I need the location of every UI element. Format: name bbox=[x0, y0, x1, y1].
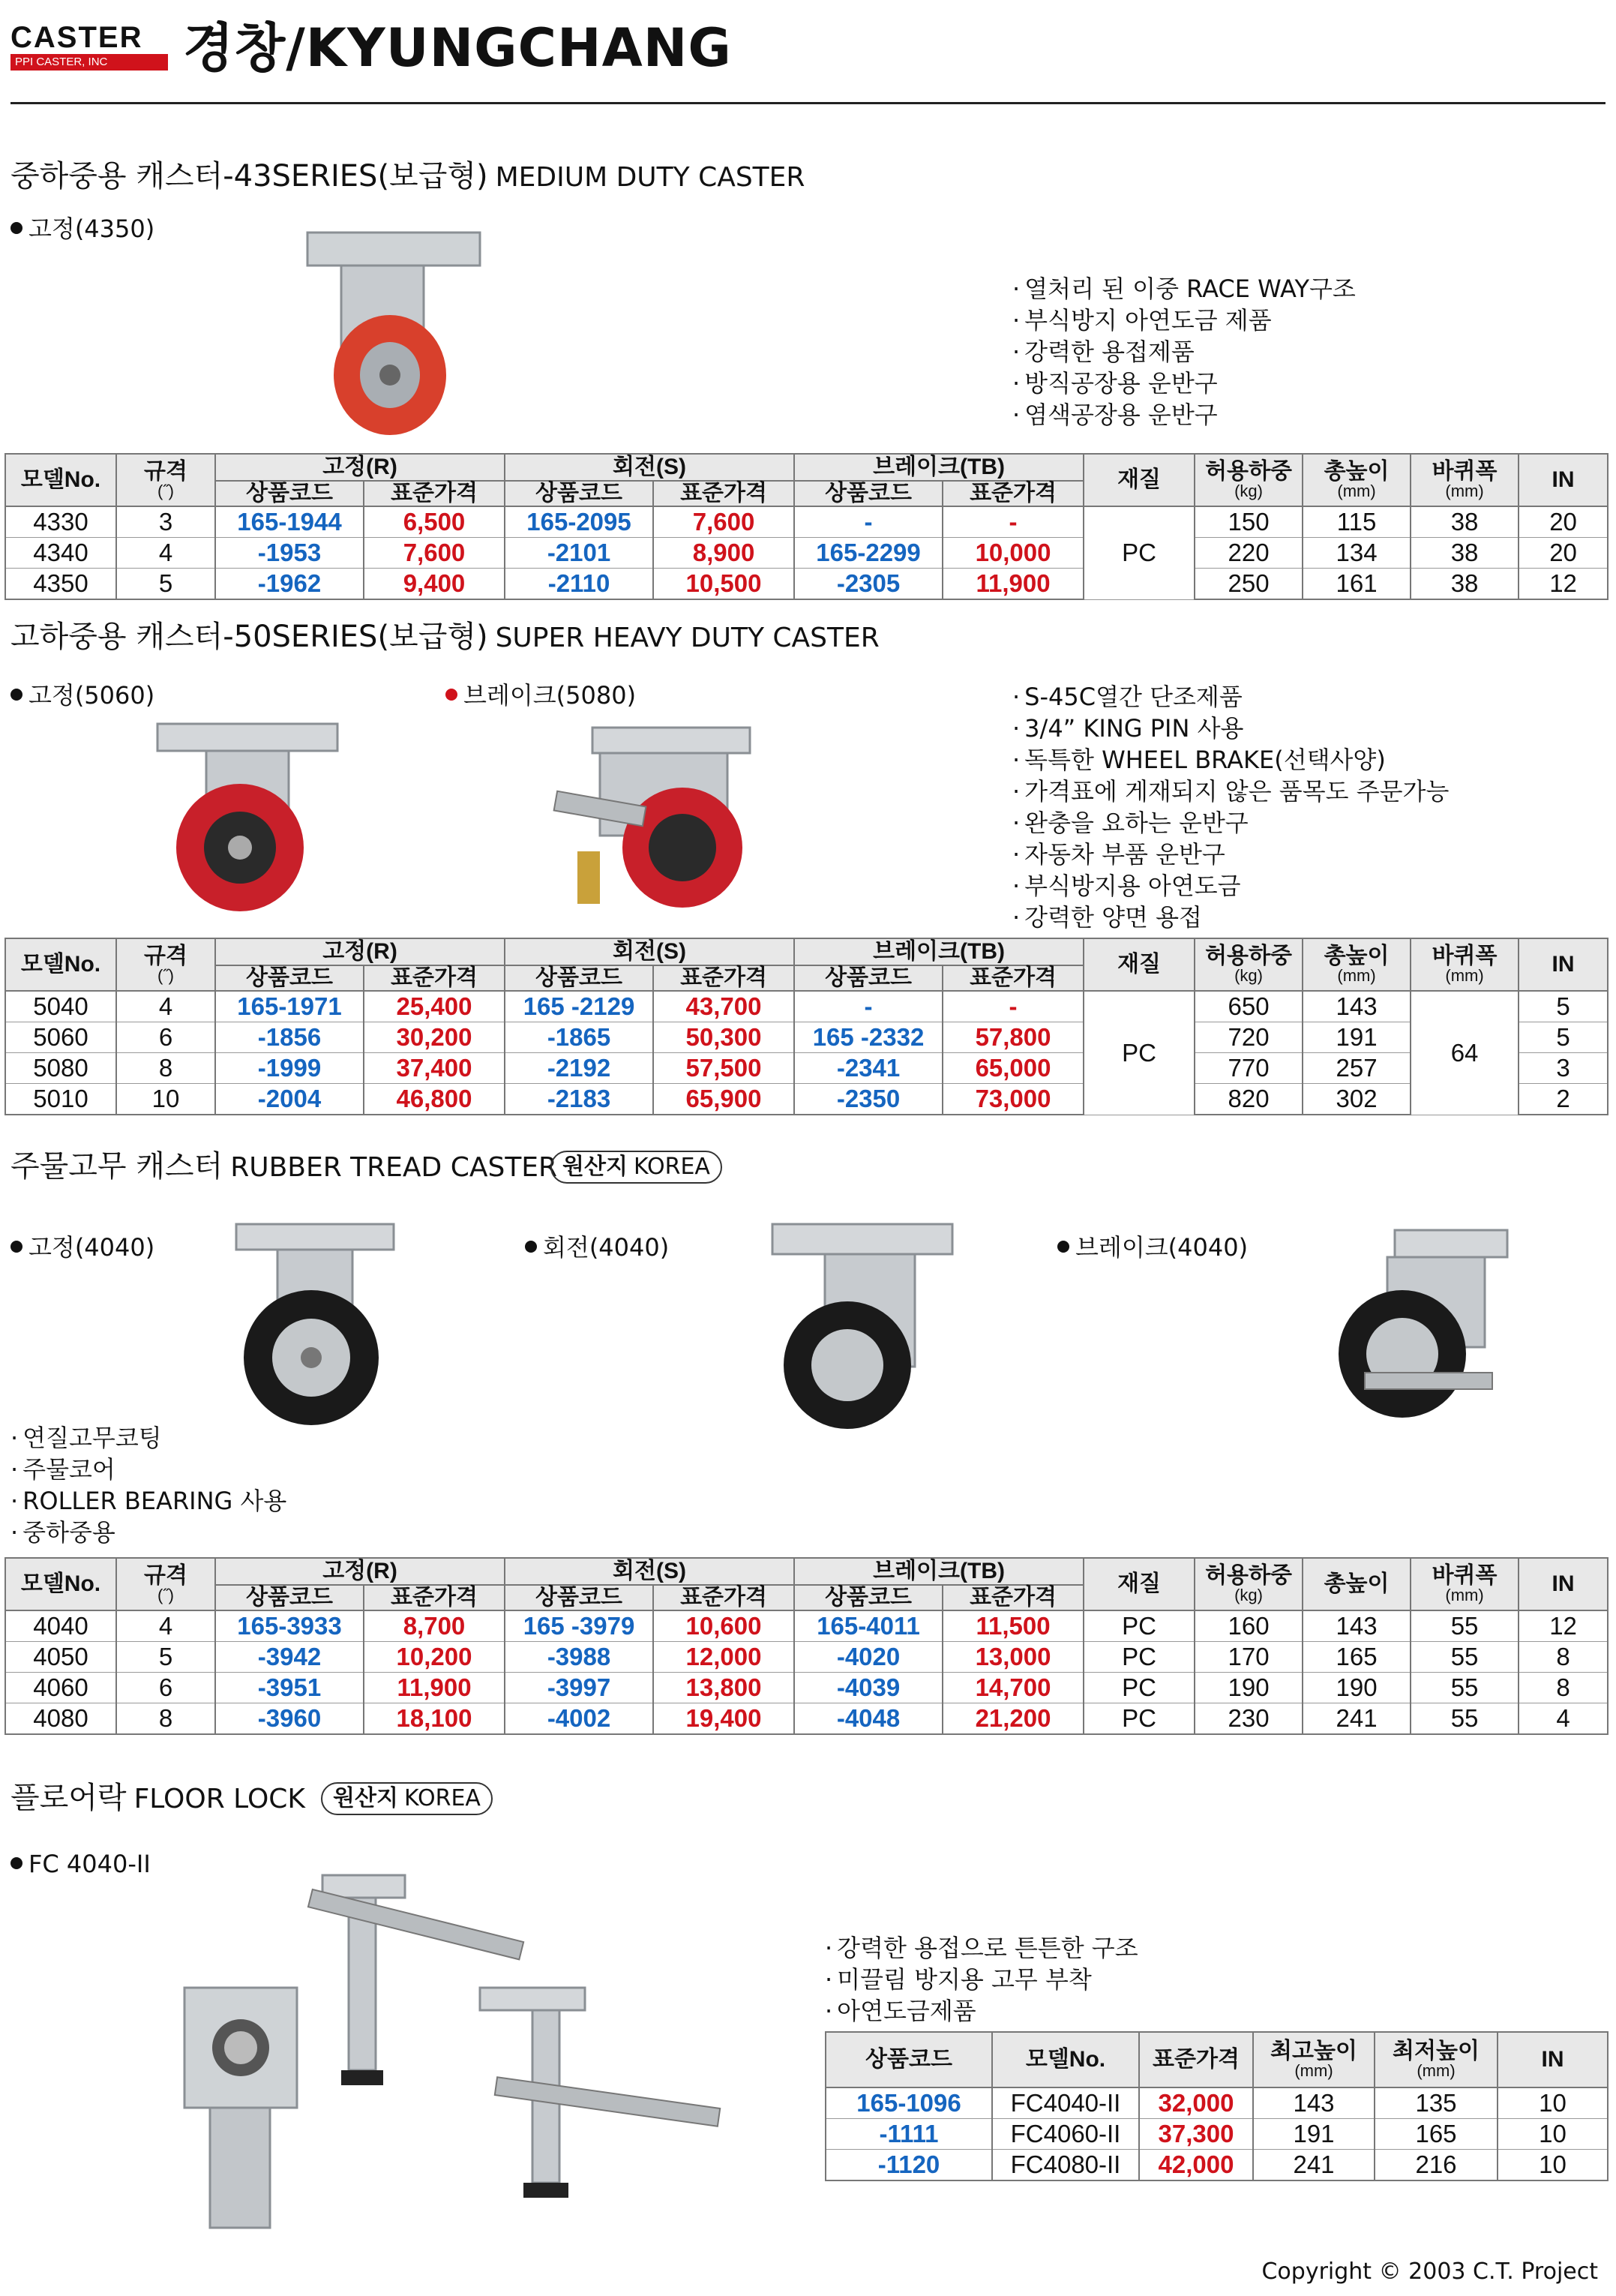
col-in: IN bbox=[1519, 454, 1608, 506]
table-cell: 50,300 bbox=[653, 1022, 794, 1053]
table-cell: 165-1971 bbox=[215, 991, 364, 1022]
copyright: Copyright © 2003 C.T. Project bbox=[1261, 2258, 1598, 2285]
table-cell: PC bbox=[1084, 1673, 1195, 1703]
table-cell: 165 bbox=[1303, 1642, 1411, 1673]
table-cell: 7,600 bbox=[653, 506, 794, 538]
table-cell: 5 bbox=[116, 569, 215, 600]
table-cell: 11,900 bbox=[943, 569, 1084, 600]
section-43-subtitle: MEDIUM DUTY CASTER bbox=[495, 162, 805, 193]
column-header: 허용하중 (kg) bbox=[1195, 938, 1303, 991]
feature-item: · 가격표에 게재되지 않은 품목도 주문가능 bbox=[1012, 776, 1449, 807]
column-header: 표준가격 bbox=[364, 1585, 505, 1610]
table-cell: 12 bbox=[1519, 1610, 1608, 1642]
table-cell: FC4040-II bbox=[992, 2087, 1139, 2119]
table-cell: -2101 bbox=[505, 538, 653, 569]
table-cell: -2350 bbox=[794, 1084, 943, 1115]
model-5080-label: 브레이크(5080) bbox=[445, 680, 636, 711]
table-cell: 161 bbox=[1303, 569, 1411, 600]
column-header: 표준가격 bbox=[943, 481, 1084, 506]
column-header: 최고높이 (mm) bbox=[1253, 2032, 1375, 2087]
table-cell: 191 bbox=[1303, 1022, 1411, 1053]
column-header: 상품코드 bbox=[794, 481, 943, 506]
table-cell: 10,600 bbox=[653, 1610, 794, 1642]
column-header: 재질 bbox=[1084, 938, 1195, 991]
table-cell: 8 bbox=[116, 1053, 215, 1084]
table-cell: 220 bbox=[1195, 538, 1303, 569]
table-cell: 257 bbox=[1303, 1053, 1411, 1084]
table-cell: 5 bbox=[116, 1642, 215, 1673]
column-header: 재질 bbox=[1084, 1558, 1195, 1610]
feature-item: · ROLLER BEARING 사용 bbox=[10, 1485, 286, 1517]
section-rubber-heading bbox=[10, 1148, 557, 1187]
caster-5060-image bbox=[154, 720, 349, 915]
table-cell: 6,500 bbox=[364, 506, 505, 538]
table-cell: 20 bbox=[1519, 538, 1608, 569]
column-header: 상품코드 bbox=[505, 481, 653, 506]
col-swivel: 회전(S) bbox=[505, 454, 794, 481]
table-cell: 57,500 bbox=[653, 1053, 794, 1084]
section-43-title: 중하중용 캐스터-43SERIES(보급형) bbox=[10, 159, 488, 194]
table-cell: 5010 bbox=[5, 1084, 116, 1115]
table-cell: 2 bbox=[1519, 1084, 1608, 1115]
table-cell: 3 bbox=[116, 506, 215, 538]
column-header: IN bbox=[1498, 2032, 1608, 2087]
table-cell: 6 bbox=[116, 1022, 215, 1053]
table-cell: FC4060-II bbox=[992, 2119, 1139, 2150]
column-header: 규격 (˝) bbox=[116, 938, 215, 991]
table-cell: 9,400 bbox=[364, 569, 505, 600]
table-cell: 37,400 bbox=[364, 1053, 505, 1084]
table-cell: 12 bbox=[1519, 569, 1608, 600]
column-header: 브레이크(TB) bbox=[794, 938, 1084, 965]
table-cell: 4080 bbox=[5, 1703, 116, 1735]
section-floor-subtitle: FLOOR LOCK bbox=[133, 1784, 306, 1814]
table-cell: 165 bbox=[1375, 2119, 1498, 2150]
column-header: 모델No. bbox=[992, 2032, 1139, 2087]
spec-table-rubber bbox=[4, 1557, 1609, 1735]
table-cell: 165-3933 bbox=[215, 1610, 364, 1642]
table-cell: 55 bbox=[1411, 1642, 1519, 1673]
table-cell: -2341 bbox=[794, 1053, 943, 1084]
table-cell: 143 bbox=[1303, 1610, 1411, 1642]
table-cell: -1865 bbox=[505, 1022, 653, 1053]
column-header: 상품코드 bbox=[215, 1585, 364, 1610]
column-header: 회전(S) bbox=[505, 938, 794, 965]
section-floor-features bbox=[825, 1932, 1138, 2027]
table-cell: 3 bbox=[1519, 1053, 1608, 1084]
table-cell: 720 bbox=[1195, 1022, 1303, 1053]
table-cell: 302 bbox=[1303, 1084, 1411, 1115]
table-cell: 143 bbox=[1253, 2087, 1375, 2119]
table-cell: -2192 bbox=[505, 1053, 653, 1084]
column-header: 최저높이 (mm) bbox=[1375, 2032, 1498, 2087]
column-header: 상품코드 bbox=[505, 965, 653, 991]
table-cell: 8,900 bbox=[653, 538, 794, 569]
table-cell: 165 -2332 bbox=[794, 1022, 943, 1053]
feature-item: · 방직공장용 운반구 bbox=[1012, 368, 1356, 399]
col-fixed: 고정(R) bbox=[215, 454, 505, 481]
table-cell: 65,900 bbox=[653, 1084, 794, 1115]
table-cell: -2183 bbox=[505, 1084, 653, 1115]
section-50-heading bbox=[10, 618, 880, 657]
column-header: 규격 (˝) bbox=[116, 1558, 215, 1610]
section-floor-title: 플로어락 bbox=[10, 1781, 127, 1815]
column-header: 회전(S) bbox=[505, 1558, 794, 1585]
table-row bbox=[826, 2150, 1608, 2181]
feature-item: · 미끌림 방지용 고무 부착 bbox=[825, 1964, 1138, 1995]
column-header: 모델No. bbox=[5, 1558, 116, 1610]
column-header: IN bbox=[1519, 1558, 1608, 1610]
table-row bbox=[5, 1703, 1608, 1735]
table-cell: - bbox=[794, 991, 943, 1022]
table-cell: 4060 bbox=[5, 1673, 116, 1703]
table-cell: - bbox=[794, 506, 943, 538]
column-header: IN bbox=[1519, 938, 1608, 991]
caster-4040-fixed-image bbox=[225, 1223, 405, 1433]
table-cell: 4 bbox=[1519, 1703, 1608, 1735]
table-cell: 38 bbox=[1411, 506, 1519, 538]
logo-text: CASTER bbox=[10, 21, 143, 54]
table-cell: 10 bbox=[1498, 2119, 1608, 2150]
feature-item: · 부식방지용 아연도금 bbox=[1012, 870, 1449, 902]
table-cell: -3951 bbox=[215, 1673, 364, 1703]
table-row bbox=[5, 991, 1608, 1022]
table-cell: 5 bbox=[1519, 991, 1608, 1022]
model-5060-label: 고정(5060) bbox=[10, 680, 154, 711]
table-cell: PC bbox=[1084, 1610, 1195, 1642]
table-cell: 20 bbox=[1519, 506, 1608, 538]
feature-item: · S-45C열간 단조제품 bbox=[1012, 681, 1449, 713]
table-cell: 12,000 bbox=[653, 1642, 794, 1673]
col-size: 규격 (˝) bbox=[116, 454, 215, 506]
table-row bbox=[5, 506, 1608, 538]
table-row bbox=[826, 2119, 1608, 2150]
table-cell: 55 bbox=[1411, 1703, 1519, 1735]
table-cell: 30,200 bbox=[364, 1022, 505, 1053]
table-cell: 770 bbox=[1195, 1053, 1303, 1084]
model-4040-swivel-label: 회전(4040) bbox=[525, 1232, 669, 1263]
table-cell: 241 bbox=[1253, 2150, 1375, 2181]
table-cell: -4048 bbox=[794, 1703, 943, 1735]
column-header: 총높이 bbox=[1303, 1558, 1411, 1610]
table-cell: 55 bbox=[1411, 1673, 1519, 1703]
column-header: 표준가격 bbox=[1139, 2032, 1253, 2087]
table-cell: 10 bbox=[1498, 2150, 1608, 2181]
column-header: 고정(R) bbox=[215, 1558, 505, 1585]
table-cell: -3942 bbox=[215, 1642, 364, 1673]
section-floor-heading bbox=[10, 1779, 305, 1818]
table-cell: 250 bbox=[1195, 569, 1303, 600]
feature-item: · 강력한 용접으로 튼튼한 구조 bbox=[825, 1932, 1138, 1964]
table-cell: -3988 bbox=[505, 1642, 653, 1673]
table-cell: -1962 bbox=[215, 569, 364, 600]
origin-badge: 원산지 KOREA bbox=[550, 1151, 722, 1184]
feature-item: · 중하중용 bbox=[10, 1517, 286, 1548]
table-cell: -2305 bbox=[794, 569, 943, 600]
column-header: 표준가격 bbox=[653, 965, 794, 991]
logo-subtext: PPI CASTER, INC bbox=[10, 54, 168, 71]
table-cell: 4050 bbox=[5, 1642, 116, 1673]
table-cell: -2004 bbox=[215, 1084, 364, 1115]
table-cell: 165-2095 bbox=[505, 506, 653, 538]
table-cell: 165 -3979 bbox=[505, 1610, 653, 1642]
table-cell: PC bbox=[1084, 1703, 1195, 1735]
table-cell: 8 bbox=[116, 1703, 215, 1735]
caster-4040-brake-image bbox=[1320, 1223, 1515, 1433]
section-50-title: 고하중용 캐스터-50SERIES(보급형) bbox=[10, 620, 488, 654]
spec-table-43 bbox=[4, 453, 1609, 600]
column-header: 상품코드 bbox=[826, 2032, 992, 2087]
table-cell: -3997 bbox=[505, 1673, 653, 1703]
section-43-features bbox=[1012, 273, 1356, 431]
section-rubber-title: 주물고무 캐스터 bbox=[10, 1149, 223, 1184]
column-header: 표준가격 bbox=[364, 965, 505, 991]
table-cell: -1856 bbox=[215, 1022, 364, 1053]
table-cell: 4040 bbox=[5, 1610, 116, 1642]
width-cell: 64 bbox=[1411, 991, 1519, 1115]
column-header: 고정(R) bbox=[215, 938, 505, 965]
table-cell: 4350 bbox=[5, 569, 116, 600]
section-50-subtitle: SUPER HEAVY DUTY CASTER bbox=[495, 623, 880, 653]
model-4350-label: 고정(4350) bbox=[10, 213, 154, 245]
table-row bbox=[826, 2087, 1608, 2119]
column-header: 표준가격 bbox=[364, 481, 505, 506]
table-cell: 10,200 bbox=[364, 1642, 505, 1673]
column-header: 상품코드 bbox=[215, 481, 364, 506]
model-4040-brake-label: 브레이크(4040) bbox=[1057, 1232, 1248, 1263]
feature-item: · 부식방지 아연도금 제품 bbox=[1012, 305, 1356, 336]
column-header: 상품코드 bbox=[794, 965, 943, 991]
table-cell: 160 bbox=[1195, 1610, 1303, 1642]
table-cell: 37,300 bbox=[1139, 2119, 1253, 2150]
column-header: 표준가격 bbox=[943, 965, 1084, 991]
column-header: 상품코드 bbox=[794, 1585, 943, 1610]
feature-item: · 독특한 WHEEL BRAKE(선택사양) bbox=[1012, 744, 1449, 776]
table-cell: 7,600 bbox=[364, 538, 505, 569]
caster-5080-image bbox=[555, 724, 765, 915]
floor-lock-image bbox=[180, 1868, 720, 2273]
feature-item: · 염색공장용 운반구 bbox=[1012, 399, 1356, 431]
brand-title: 경창/KYUNGCHANG bbox=[183, 17, 732, 79]
column-header: 상품코드 bbox=[505, 1585, 653, 1610]
column-header: 모델No. bbox=[5, 938, 116, 991]
col-brake: 브레이크(TB) bbox=[794, 454, 1084, 481]
table-cell: 13,000 bbox=[943, 1642, 1084, 1673]
table-row bbox=[5, 538, 1608, 569]
table-cell: 230 bbox=[1195, 1703, 1303, 1735]
feature-item: · 3/4” KING PIN 사용 bbox=[1012, 713, 1449, 744]
table-cell: 134 bbox=[1303, 538, 1411, 569]
table-cell: 13,800 bbox=[653, 1673, 794, 1703]
spec-table-floor bbox=[825, 2031, 1609, 2181]
table-cell: 5040 bbox=[5, 991, 116, 1022]
table-cell: -1111 bbox=[826, 2119, 992, 2150]
table-cell: 150 bbox=[1195, 506, 1303, 538]
caster-4040-swivel-image bbox=[757, 1223, 967, 1440]
col-material: 재질 bbox=[1084, 454, 1195, 506]
table-cell: -1999 bbox=[215, 1053, 364, 1084]
column-header: 바퀴폭 (mm) bbox=[1411, 1558, 1519, 1610]
feature-item: · 강력한 용접제품 bbox=[1012, 336, 1356, 368]
table-cell: 650 bbox=[1195, 991, 1303, 1022]
spec-table-50 bbox=[4, 938, 1609, 1115]
table-cell: -4002 bbox=[505, 1703, 653, 1735]
table-cell: 10 bbox=[1498, 2087, 1608, 2119]
table-cell: 14,700 bbox=[943, 1673, 1084, 1703]
table-cell: 18,100 bbox=[364, 1703, 505, 1735]
table-cell: 6 bbox=[116, 1673, 215, 1703]
table-cell: 4340 bbox=[5, 538, 116, 569]
table-cell: - bbox=[943, 991, 1084, 1022]
material-cell: PC bbox=[1084, 991, 1195, 1115]
table-cell: 10,000 bbox=[943, 538, 1084, 569]
col-model: 모델No. bbox=[5, 454, 116, 506]
table-cell: 10,500 bbox=[653, 569, 794, 600]
col-load: 허용하중 (kg) bbox=[1195, 454, 1303, 506]
feature-item: · 완충을 요하는 운반구 bbox=[1012, 807, 1449, 839]
table-cell: 115 bbox=[1303, 506, 1411, 538]
table-cell: -1953 bbox=[215, 538, 364, 569]
column-header: 바퀴폭 (mm) bbox=[1411, 938, 1519, 991]
table-cell: 191 bbox=[1253, 2119, 1375, 2150]
table-cell: - bbox=[943, 506, 1084, 538]
table-cell: 4330 bbox=[5, 506, 116, 538]
column-header: 허용하중 (kg) bbox=[1195, 1558, 1303, 1610]
table-row bbox=[5, 1084, 1608, 1115]
table-cell: 42,000 bbox=[1139, 2150, 1253, 2181]
table-cell: 5 bbox=[1519, 1022, 1608, 1053]
table-cell: 11,900 bbox=[364, 1673, 505, 1703]
table-cell: 19,400 bbox=[653, 1703, 794, 1735]
table-row bbox=[5, 1022, 1608, 1053]
table-cell: 5060 bbox=[5, 1022, 116, 1053]
table-cell: 25,400 bbox=[364, 991, 505, 1022]
table-cell: 11,500 bbox=[943, 1610, 1084, 1642]
column-header: 표준가격 bbox=[943, 1585, 1084, 1610]
table-cell: 165-1096 bbox=[826, 2087, 992, 2119]
table-cell: 10 bbox=[116, 1084, 215, 1115]
table-cell: 65,000 bbox=[943, 1053, 1084, 1084]
table-cell: -1120 bbox=[826, 2150, 992, 2181]
feature-item: · 열처리 된 이중 RACE WAY구조 bbox=[1012, 273, 1356, 305]
model-4040-fixed-label: 고정(4040) bbox=[10, 1232, 154, 1263]
brand-logo bbox=[10, 23, 168, 72]
table-cell: 165-4011 bbox=[794, 1610, 943, 1642]
section-rubber-features bbox=[10, 1422, 286, 1548]
table-cell: 8,700 bbox=[364, 1610, 505, 1642]
col-width: 바퀴폭 (mm) bbox=[1411, 454, 1519, 506]
table-cell: 165 -2129 bbox=[505, 991, 653, 1022]
table-cell: 241 bbox=[1303, 1703, 1411, 1735]
table-cell: 4 bbox=[116, 1610, 215, 1642]
table-row bbox=[5, 1053, 1608, 1084]
table-cell: 32,000 bbox=[1139, 2087, 1253, 2119]
table-row bbox=[5, 1673, 1608, 1703]
table-cell: 73,000 bbox=[943, 1084, 1084, 1115]
table-cell: PC bbox=[1084, 1642, 1195, 1673]
table-row bbox=[5, 1642, 1608, 1673]
table-cell: 57,800 bbox=[943, 1022, 1084, 1053]
model-fc4040-label: FC 4040-II bbox=[10, 1848, 151, 1880]
table-cell: -3960 bbox=[215, 1703, 364, 1735]
table-cell: 820 bbox=[1195, 1084, 1303, 1115]
table-cell: -2110 bbox=[505, 569, 653, 600]
table-cell: 143 bbox=[1303, 991, 1411, 1022]
feature-item: · 자동차 부품 운반구 bbox=[1012, 839, 1449, 870]
table-cell: 190 bbox=[1303, 1673, 1411, 1703]
header-divider bbox=[10, 102, 1606, 104]
table-row bbox=[5, 1610, 1608, 1642]
feature-item: · 연질고무코팅 bbox=[10, 1422, 286, 1454]
caster-4350-image bbox=[300, 225, 495, 443]
table-cell: 8 bbox=[1519, 1673, 1608, 1703]
table-cell: 5080 bbox=[5, 1053, 116, 1084]
feature-item: · 강력한 양면 용접 bbox=[1012, 902, 1449, 933]
table-cell: 216 bbox=[1375, 2150, 1498, 2181]
table-row bbox=[5, 569, 1608, 600]
feature-item: · 주물코어 bbox=[10, 1454, 286, 1485]
column-header: 표준가격 bbox=[653, 1585, 794, 1610]
table-cell: 21,200 bbox=[943, 1703, 1084, 1735]
col-height: 총높이 (mm) bbox=[1303, 454, 1411, 506]
column-header: 브레이크(TB) bbox=[794, 1558, 1084, 1585]
table-cell: 165-1944 bbox=[215, 506, 364, 538]
section-43-heading bbox=[10, 158, 805, 197]
material-cell: PC bbox=[1084, 506, 1195, 599]
table-cell: 4 bbox=[116, 991, 215, 1022]
table-cell: 8 bbox=[1519, 1642, 1608, 1673]
table-cell: -4020 bbox=[794, 1642, 943, 1673]
table-cell: 4 bbox=[116, 538, 215, 569]
table-cell: 38 bbox=[1411, 538, 1519, 569]
section-rubber-subtitle: RUBBER TREAD CASTER bbox=[230, 1152, 558, 1183]
column-header: 표준가격 bbox=[653, 481, 794, 506]
table-cell: 38 bbox=[1411, 569, 1519, 600]
column-header: 총높이 (mm) bbox=[1303, 938, 1411, 991]
table-cell: 165-2299 bbox=[794, 538, 943, 569]
table-cell: -4039 bbox=[794, 1673, 943, 1703]
table-cell: 170 bbox=[1195, 1642, 1303, 1673]
origin-badge: 원산지 KOREA bbox=[321, 1782, 493, 1815]
table-cell: 43,700 bbox=[653, 991, 794, 1022]
section-50-features bbox=[1012, 681, 1449, 933]
table-cell: 46,800 bbox=[364, 1084, 505, 1115]
column-header: 상품코드 bbox=[215, 965, 364, 991]
table-cell: 190 bbox=[1195, 1673, 1303, 1703]
table-cell: 135 bbox=[1375, 2087, 1498, 2119]
table-cell: 55 bbox=[1411, 1610, 1519, 1642]
table-cell: FC4080-II bbox=[992, 2150, 1139, 2181]
feature-item: · 아연도금제품 bbox=[825, 1995, 1138, 2027]
